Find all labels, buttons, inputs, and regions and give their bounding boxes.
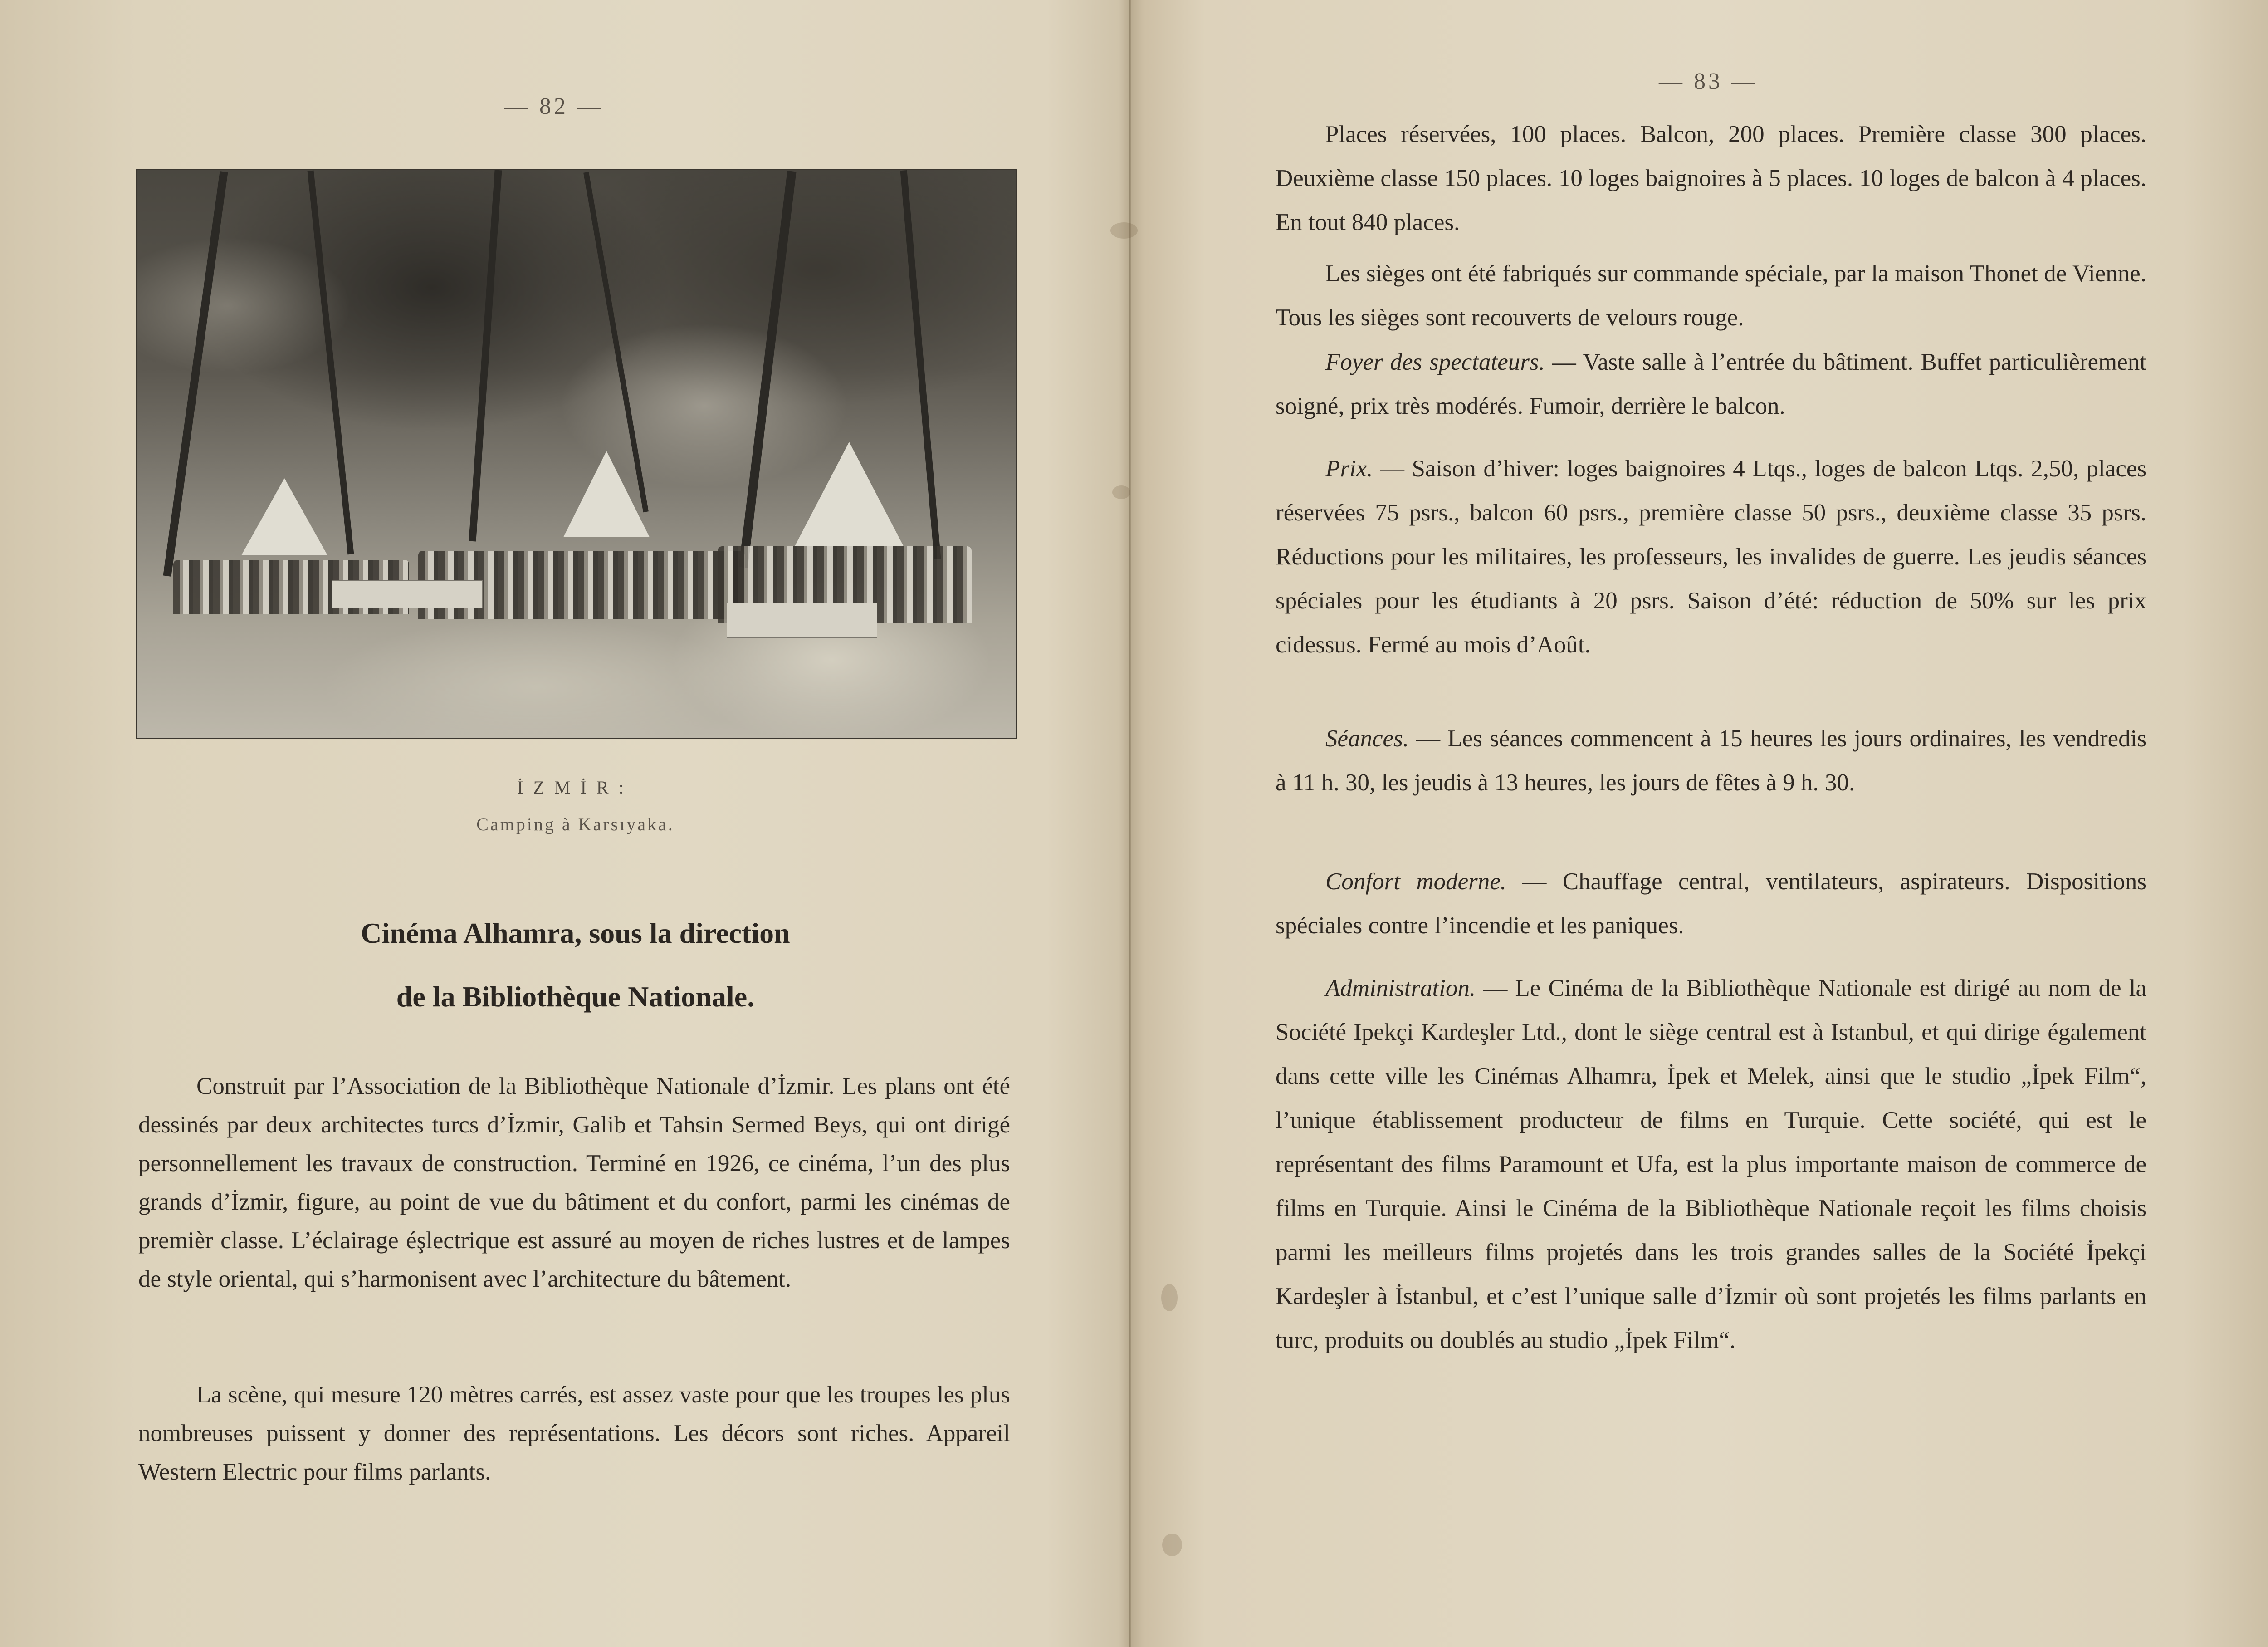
paragraph-text: Places réservées, 100 places. Balcon, 200 places. Première classe 300 places. Deuxième classe 150 places. 10 loges baignoires à 5 places. 10 loges de balcon à 4 places. En tout 840 places. — [1276, 121, 2146, 235]
paragraph-text: — Les séances commencent à 15 heures les jours ordinaires, les vendredis à 11 h. 30, les jeudis à 13 heures, les jours de fêtes à 9 h. 30. — [1276, 725, 2146, 796]
camping-photo — [136, 169, 1017, 739]
section-heading-line-2: de la Bibliothèque Nationale. — [396, 980, 755, 1013]
right-paragraph-seances — [1276, 717, 2146, 805]
paragraph-text: — Le Cinéma de la Bibliothèque Nationale est dirigé au nom de la Société Ipekçi Kardeşler Ltd., dont le siège central est à Istanbul, et qui dirige également dans cette ville les Cinémas Alhamra, İpek et Melek, ainsi que le studio „İpek Film“, l’unique établissement producteur de films en Turquie. Cette société, qui est le représentant des films Paramount et Ufa, est la plus importante maison de commerce de films en Turquie. Ainsi le Cinéma de la Bibliothèque Nationale reçoit les films choisis parmi les meilleurs films projetés dans les trois grandes salles de la Société İpekçi Kardeşler à İstanbul, et c’est l’unique salle d’İzmir où sont projetés les films parlants en turc, produits ou doublés au studio „İpek Film“. — [1276, 975, 2146, 1353]
left-paragraph-2: La scène, qui mesure 120 mètres carrés, est assez vaste pour que les troupes les plus nombreuses puissent y donner des représentations. Les décors sont riches. Appareil Western Electric pour films parlants. — [138, 1382, 1010, 1485]
paper-stain — [1161, 1284, 1178, 1311]
paragraph-text: — Saison d’hiver: loges baignoires 4 Ltqs., loges de balcon Ltqs. 2,50, places réservées 75 psrs., balcon 60 psrs., première classe 50 psrs., deuxième classe 35 psrs. Réductions pour les militaires, les professeurs, les invalides de guerre. Les jeudis séances spéciales pour les étudiants à 20 psrs. Saison d’été: réduction de 50% sur les prix cidessus. Fermé au mois d’Août. — [1276, 456, 2146, 658]
paper-stain — [1110, 222, 1138, 239]
section-heading-line-1: Cinéma Alhamra, sous la direction — [361, 917, 790, 949]
right-paragraph-administration — [1276, 966, 2146, 1363]
paper-stain — [1162, 1534, 1182, 1556]
page-number-right: — 83 — — [1659, 69, 1758, 94]
right-paragraph-confort — [1276, 860, 2146, 948]
photo-caption-city: İZMİR: — [517, 777, 634, 798]
paragraph-lead: Séances. — [1325, 725, 1409, 752]
paragraph-lead: Foyer des spectateurs. — [1325, 349, 1545, 375]
right-paragraph-seating — [1276, 113, 2146, 245]
paper-stain — [1112, 485, 1130, 499]
paragraph-text: — Chauffage central, ventilateurs, aspirateurs. Dispositions spéciales contre l’incendie et les paniques. — [1276, 868, 2146, 939]
right-paragraph-foyer — [1276, 340, 2146, 428]
page-number-left: — 82 — — [504, 93, 603, 119]
paragraph-lead: Prix. — [1325, 456, 1373, 482]
photo-caption-subtitle: Camping à Karsıyaka. — [476, 814, 675, 834]
right-paragraph-prix — [1276, 447, 2146, 667]
right-page — [1129, 0, 2268, 1647]
paragraph-text: Les sièges ont été fabriqués sur commande spéciale, par la maison Thonet de Vienne. Tous les sièges sont recouverts de velours rouge. — [1276, 260, 2146, 331]
paragraph-text: — Vaste salle à l’entrée du bâtiment. Buffet particulièrement soigné, prix très modérés. Fumoir, derrière le balcon. — [1276, 349, 2146, 419]
left-paragraph-1: Construit par l’Association de la Bibliothèque Nationale d’İzmir. Les plans ont été dessinés par deux architectes turcs d’İzmir, Galib et Tahsin Sermed Beys, qui ont dirigé personnellement les travaux de construction. Terminé en 1926, ce cinéma, l’un des plus grands d’İzmir, figure, au point de vue du bâtiment et du confort, parmi les cinémas de premièr classe. L’éclairage éşlectrique est assuré au moyen de riches lustres et de lampes de style oriental, qui s’harmonisent avec l’architecture du bâtement. — [138, 1073, 1010, 1292]
right-paragraph-seats — [1276, 252, 2146, 340]
paragraph-lead: Administration. — [1325, 975, 1476, 1001]
paragraph-lead: Confort moderne. — [1325, 868, 1507, 895]
left-page — [0, 0, 1129, 1647]
